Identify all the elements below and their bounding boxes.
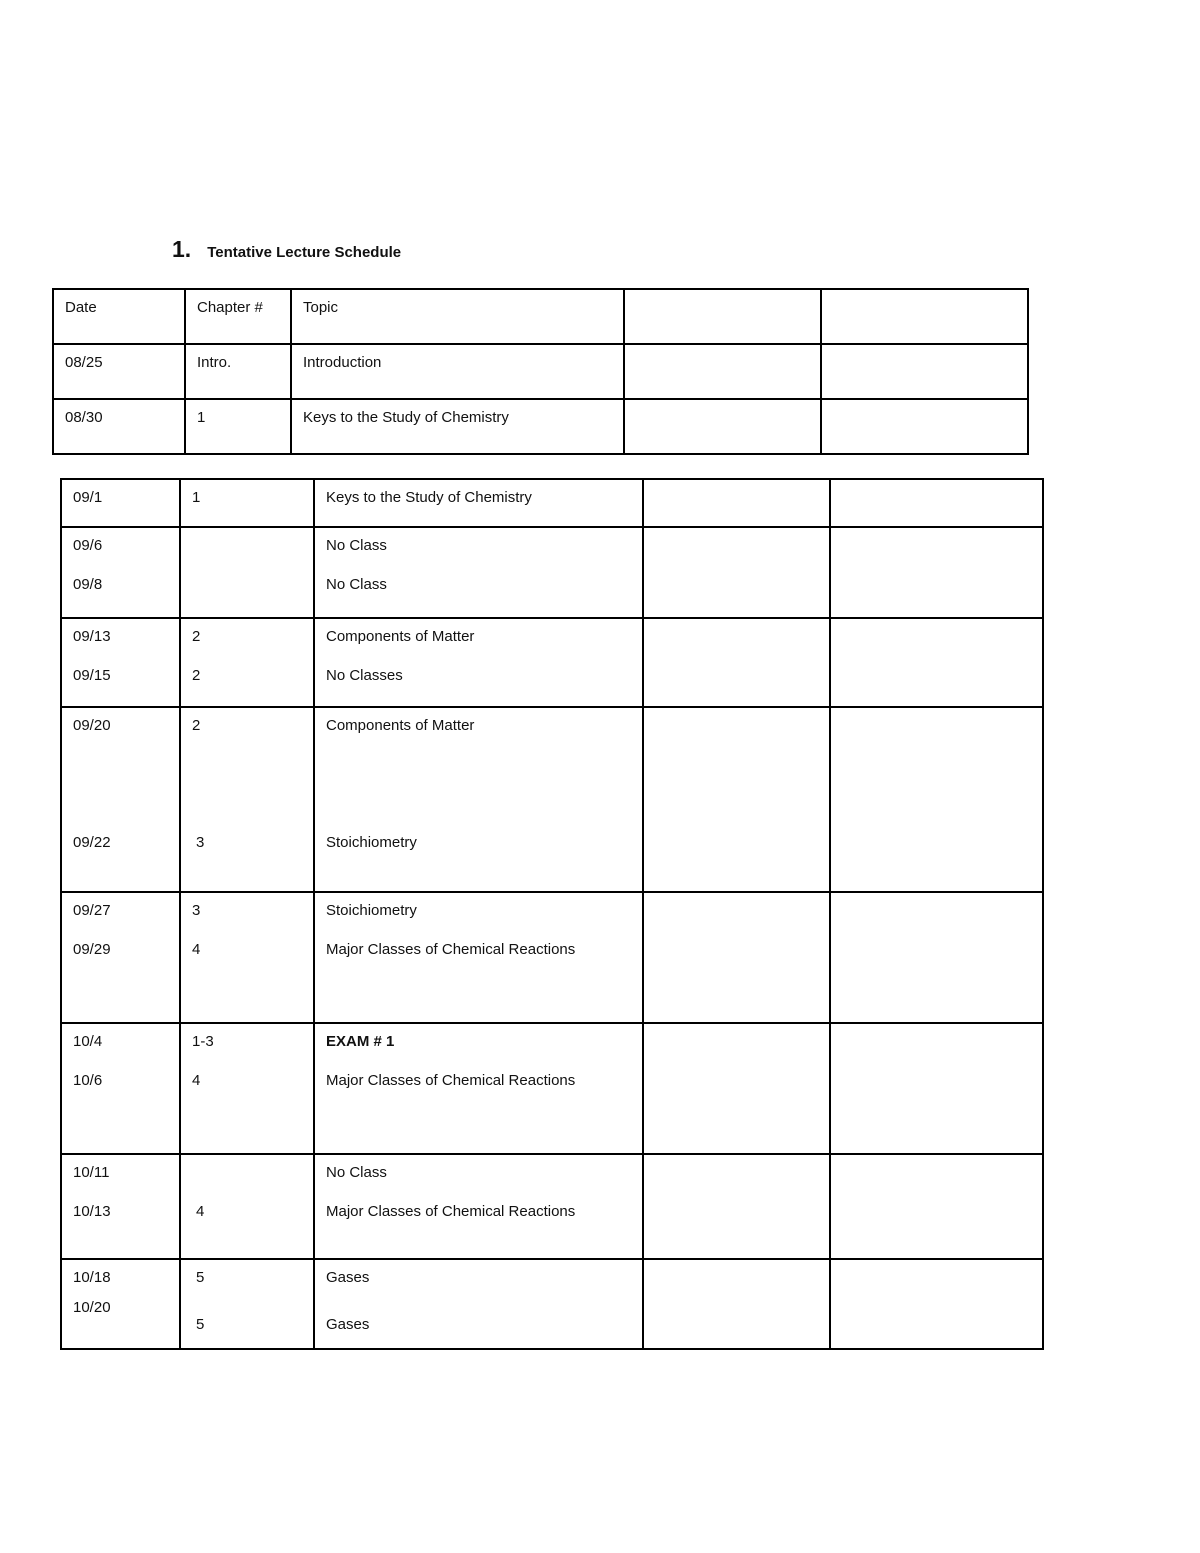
- date-cell: [61, 618, 180, 707]
- date-text: 09/15: [73, 667, 111, 684]
- date-text: 09/13: [73, 628, 111, 645]
- empty-cell: [643, 1259, 830, 1349]
- topic-text: Components of Matter: [326, 717, 475, 734]
- chapter-cell: [180, 618, 314, 707]
- topic-cell: [314, 527, 643, 618]
- table-row: [61, 479, 1043, 527]
- date-text: 10/4: [73, 1033, 103, 1050]
- empty-cell: [643, 618, 830, 707]
- table-row: [61, 618, 1043, 707]
- empty-cell: [643, 1023, 830, 1154]
- chapter-cell: [180, 479, 314, 527]
- empty-cell: [830, 479, 1043, 527]
- topic-text: Major Classes of Chemical Reactions: [326, 1203, 576, 1220]
- topic-cell: [314, 479, 643, 527]
- chapter-cell: [180, 892, 314, 1023]
- chapter-text: 4: [192, 1072, 201, 1089]
- topic-text: Topic: [303, 299, 339, 316]
- table-row: [61, 1259, 1043, 1349]
- empty-cell: [643, 479, 830, 527]
- chapter-text: 2: [192, 717, 201, 734]
- chapter-text: 2: [192, 628, 201, 645]
- table-row: [53, 344, 1028, 399]
- date-text: 10/11: [73, 1164, 110, 1181]
- chapter-cell: [185, 344, 291, 399]
- date-text: 10/6: [73, 1072, 103, 1089]
- topic-text: No Class: [326, 1164, 387, 1181]
- topic-text: Keys to the Study of Chemistry: [303, 409, 509, 426]
- date-text: 08/25: [65, 354, 103, 371]
- topic-text: Gases: [326, 1316, 370, 1333]
- chapter-text: Chapter #: [197, 299, 263, 316]
- date-text: 09/20: [73, 717, 111, 734]
- topic-text: Introduction: [303, 354, 382, 371]
- chapter-text: 2: [192, 667, 201, 684]
- date-text: 09/1: [73, 489, 103, 506]
- date-text: 09/27: [73, 902, 111, 919]
- chapter-text: 1: [197, 409, 206, 426]
- schedule-table-header: [52, 288, 1029, 455]
- empty-cell: [821, 344, 1028, 399]
- date-cell: [53, 344, 185, 399]
- chapter-text: 3: [192, 902, 201, 919]
- table-row: [61, 527, 1043, 618]
- chapter-text: 1: [192, 489, 201, 506]
- table-header-row: [53, 289, 1028, 344]
- chapter-cell: [180, 527, 314, 618]
- section-number: 1.: [172, 236, 192, 262]
- date-text: 08/30: [65, 409, 103, 426]
- date-text: 10/18: [73, 1269, 111, 1286]
- date-cell: [61, 527, 180, 618]
- schedule-table: [60, 478, 1044, 1350]
- empty-cell: [830, 527, 1043, 618]
- topic-text: Major Classes of Chemical Reactions: [326, 941, 576, 958]
- exam-label: EXAM # 1: [326, 1033, 395, 1050]
- empty-cell: [830, 618, 1043, 707]
- date-text: 10/20: [73, 1299, 111, 1316]
- chapter-text: [181, 567, 313, 606]
- chapter-text: 5: [196, 1316, 205, 1333]
- table-row: [61, 707, 1043, 892]
- empty-cell: [643, 527, 830, 618]
- empty-cell: [643, 707, 830, 892]
- topic-cell: [314, 618, 643, 707]
- chapter-text: 5: [196, 1269, 205, 1286]
- chapter-cell: [180, 1023, 314, 1154]
- date-cell: [61, 1259, 180, 1349]
- date-text: 09/6: [73, 537, 103, 554]
- table-row: [61, 1154, 1043, 1259]
- topic-text: Stoichiometry: [326, 834, 417, 851]
- date-cell: [61, 1154, 180, 1259]
- date-cell: [53, 289, 185, 344]
- empty-cell: [624, 344, 821, 399]
- empty-cell: [821, 399, 1028, 454]
- date-text: 10/13: [73, 1203, 111, 1220]
- chapter-cell: [180, 1259, 314, 1349]
- empty-cell: [643, 1154, 830, 1259]
- date-cell: [61, 707, 180, 892]
- topic-cell: [291, 399, 624, 454]
- chapter-text: 4: [196, 1203, 205, 1220]
- date-cell: [61, 479, 180, 527]
- topic-text: Keys to the Study of Chemistry: [326, 489, 532, 506]
- chapter-text: [181, 1155, 313, 1194]
- date-text: 09/29: [73, 941, 111, 958]
- table-row: [53, 399, 1028, 454]
- empty-cell: [624, 289, 821, 344]
- empty-cell: [821, 289, 1028, 344]
- topic-cell: [291, 344, 624, 399]
- date-text: Date: [65, 299, 97, 316]
- topic-cell: [314, 707, 643, 892]
- chapter-cell: [180, 707, 314, 892]
- chapter-cell: [185, 289, 291, 344]
- topic-cell: [291, 289, 624, 344]
- empty-cell: [830, 892, 1043, 1023]
- date-cell: [61, 1023, 180, 1154]
- chapter-text: [181, 528, 313, 567]
- section-heading: [172, 236, 401, 263]
- empty-cell: [830, 1259, 1043, 1349]
- topic-text: No Classes: [326, 667, 403, 684]
- date-text: 09/8: [73, 576, 103, 593]
- date-cell: [53, 399, 185, 454]
- topic-cell: [314, 1154, 643, 1259]
- topic-text: Components of Matter: [326, 628, 475, 645]
- topic-text: Gases: [326, 1269, 370, 1286]
- chapter-cell: [185, 399, 291, 454]
- empty-cell: [643, 892, 830, 1023]
- empty-cell: [830, 1154, 1043, 1259]
- chapter-text: 1-3: [192, 1033, 214, 1050]
- table-row: [61, 892, 1043, 1023]
- topic-text: No Class: [326, 576, 387, 593]
- section-title: Tentative Lecture Schedule: [207, 244, 402, 261]
- topic-text: Major Classes of Chemical Reactions: [326, 1072, 576, 1089]
- chapter-cell: [180, 1154, 314, 1259]
- topic-cell: [314, 1023, 643, 1154]
- chapter-text: 4: [192, 941, 201, 958]
- topic-text: Stoichiometry: [326, 902, 417, 919]
- chapter-text: Intro.: [197, 354, 232, 371]
- date-cell: [61, 892, 180, 1023]
- table-row: [61, 1023, 1043, 1154]
- chapter-text: 3: [196, 834, 205, 851]
- topic-text: No Class: [326, 537, 387, 554]
- date-text: 09/22: [73, 834, 111, 851]
- empty-cell: [624, 399, 821, 454]
- topic-cell: [314, 1259, 643, 1349]
- empty-cell: [830, 707, 1043, 892]
- topic-cell: [314, 892, 643, 1023]
- empty-cell: [830, 1023, 1043, 1154]
